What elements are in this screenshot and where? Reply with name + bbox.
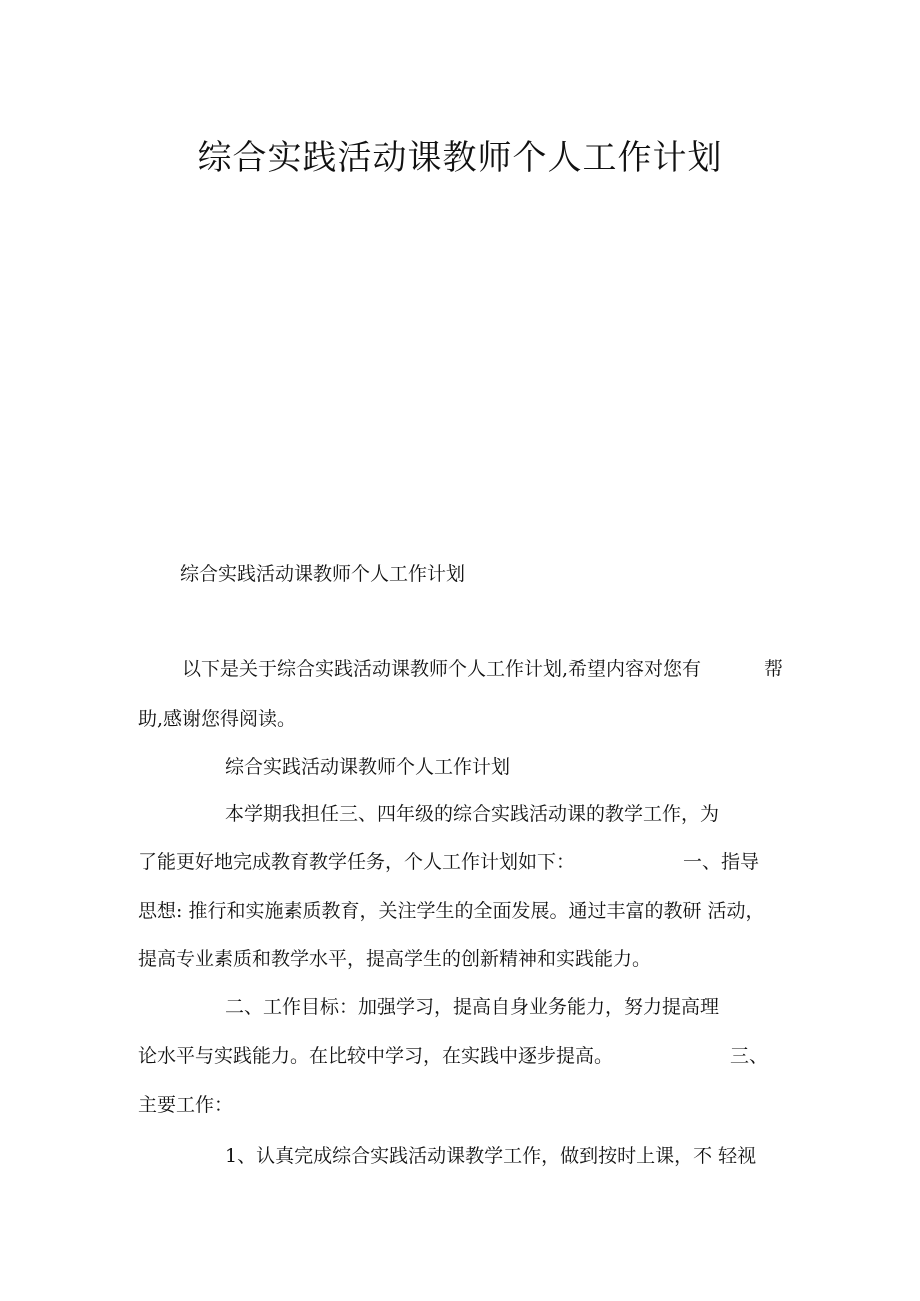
document-subtitle: 综合实践活动课教师个人工作计划 xyxy=(180,563,466,585)
para2-line-2: 论水平与实践能力。在比较中学习，在实践中逐步提高。 xyxy=(138,1045,614,1067)
intro-line-1-tail: 帮 xyxy=(764,658,784,680)
document-title: 综合实践活动课教师个人工作计划 xyxy=(197,138,723,178)
para2-line-3: 主要工作： xyxy=(138,1094,234,1116)
para1-line-4: 提高专业素质和教学水平，提高学生的创新精神和实践能力。 xyxy=(138,948,652,970)
para2-line-2-tail: 三、 xyxy=(730,1045,769,1067)
para1-line-3: 思想: 推行和实施素质教育，关注学生的全面发展。通过丰富的教研 活动， xyxy=(138,900,765,922)
para1-line-2: 了能更好地完成教育教学任务，个人工作计划如下： xyxy=(138,851,576,873)
para1-line-1: 本学期我担任三、四年级的综合实践活动课的教学工作，为 xyxy=(225,803,720,825)
intro-line-1: 以下是关于综合实践活动课教师个人工作计划,希望内容对您有 xyxy=(182,658,702,680)
para1-line-2-tail: 一、指导 xyxy=(683,851,760,873)
section-heading: 综合实践活动课教师个人工作计划 xyxy=(225,756,511,778)
list-item-1: 1、认真完成综合实践活动课教学工作，做到按时上课，不 轻视 xyxy=(225,1145,757,1167)
para2-line-1: 二、工作目标：加强学习，提高自身业务能力，努力提高理 xyxy=(225,996,720,1018)
intro-line-2: 助,感谢您得阅读。 xyxy=(138,708,297,730)
